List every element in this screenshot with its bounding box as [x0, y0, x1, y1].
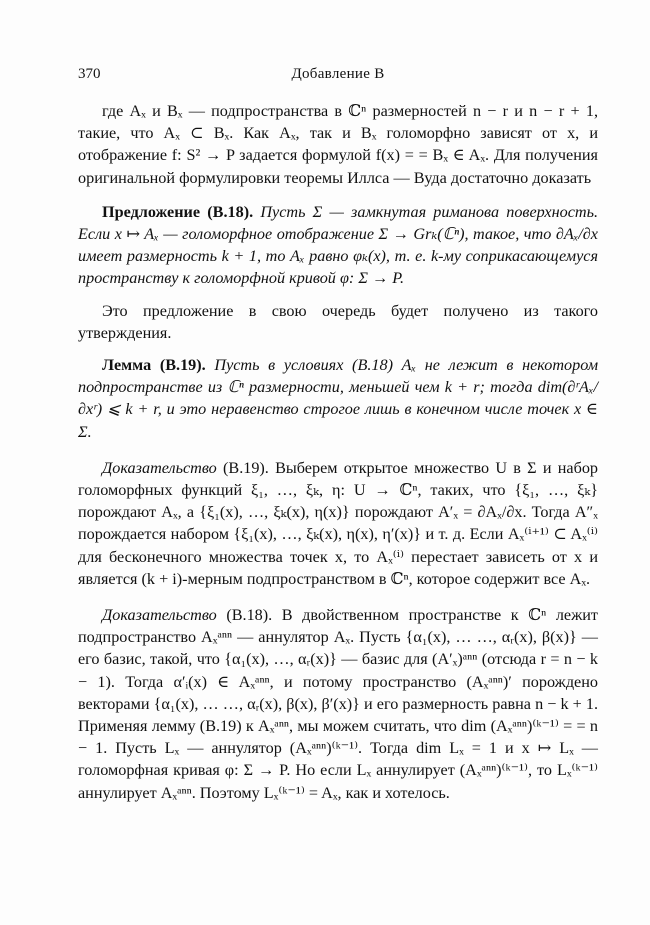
page-number: 370 [78, 66, 101, 82]
proof-b18-text: (В.18). В двойственном пространстве к ℂⁿ лежит подпространство Aₓᵃⁿⁿ — аннулятор Aₓ. Пусть {α₁(x), … …, αᵣ(x), β(x)} — его базис, такой, что {α₁(x), …, αᵣ(x)} — базис для (A′ₓ)ᵃⁿⁿ (отсюда r = n − k − 1). Тогда α′ᵢ(x) ∈ Aₓᵃⁿⁿ, и потому пространство (Aₓᵃⁿⁿ)′ порождено векторами {α₁(x), … …, αᵣ(x), β(x), β′(x)} и его размерность равна n − k + 1. Применяя лемму (В.19) к Aₓᵃⁿⁿ, мы можем считать, что dim (Aₓᵃⁿⁿ)⁽ᵏ⁻¹⁾ = = n − 1. Пусть Lₓ — аннулятор (Aₓᵃⁿⁿ)⁽ᵏ⁻¹⁾. Тогда dim Lₓ = 1 и x ↦ Lₓ — голоморфная кривая φ: Σ → P. Но если Lₓ аннулирует (Aₓᵃⁿⁿ)⁽ᵏ⁻¹⁾, то Lₓ⁽ᵏ⁻¹⁾ аннулирует Aₓᵃⁿⁿ. Поэтому Lₓ⁽ᵏ⁻¹⁾ = Aₓ, как и хотелось. [78, 606, 598, 802]
paragraph-transition: Это предложение в свою очередь будет получено из такого утверждения. [78, 301, 598, 342]
proposition-b18 [78, 201, 598, 290]
proposition-statement: Пусть Σ — замкнутая риманова поверхность. Если x ↦ Aₓ — голоморфное отображение Σ → Grₖ(ℂⁿ), такое, что ∂Aₓ/∂x имеет размерность k + 1, то Aₓ равно φₖ(x), т. е. k-му соприкасающемуся пространству к голоморфной кривой φ: Σ → P. [78, 202, 598, 288]
lemma-label: Лемма (В.19). [102, 356, 206, 375]
lemma-statement: Пусть в условиях (В.18) Aₓ не лежит в некотором подпространстве из ℂⁿ размерности, меньшей чем k + r; тогда dim(∂ʳAₓ/∂xʳ) ⩽ k + r, и это неравенство строгое лишь в конечном числе точек x ∈ Σ. [78, 356, 599, 441]
proof-b18-label: Доказательство [102, 606, 217, 625]
running-head: Добавление В [291, 66, 385, 82]
page-body [78, 100, 598, 804]
proof-b19 [78, 457, 598, 590]
paragraph-intro: где Aₓ и Bₓ — подпространства в ℂⁿ размерностей n − r и n − r + 1, такие, что Aₓ ⊂ Bₓ. Как Aₓ, так и Bₓ голоморфно зависят от x, и отображение f: S² → P задается формулой f(x) = = Bₓ ∈ Aₓ. Для получения оригинальной формулировки теоремы Иллса — Вуда достаточно доказать [78, 102, 598, 187]
proof-b19-label: Доказательство [102, 458, 217, 477]
page-header [78, 66, 598, 88]
proposition-label: Предложение (В.18). [102, 202, 254, 221]
lemma-b19 [78, 354, 598, 443]
proof-b18 [78, 604, 598, 804]
proof-b19-text: (В.19). Выберем открытое множество U в Σ и набор голоморфных функций ξ₁, …, ξₖ, η: U → ℂⁿ, таких, что {ξ₁, …, ξₖ} порождают Aₓ, а {ξ₁(x), …, ξₖ(x), η(x)} порождают A′ₓ = ∂Aₓ/∂x. Тогда A″ₓ порождается набором {ξ₁(x), …, ξₖ(x), η(x), η′(x)} и т. д. Если Aₓ⁽ⁱ⁺¹⁾ ⊂ Aₓ⁽ⁱ⁾ для бесконечного множества точек x, то Aₓ⁽ⁱ⁾ перестает зависеть от x и является (k + i)-мерным подпространством в ℂⁿ, которое содержит все Aₓ. [78, 458, 599, 588]
